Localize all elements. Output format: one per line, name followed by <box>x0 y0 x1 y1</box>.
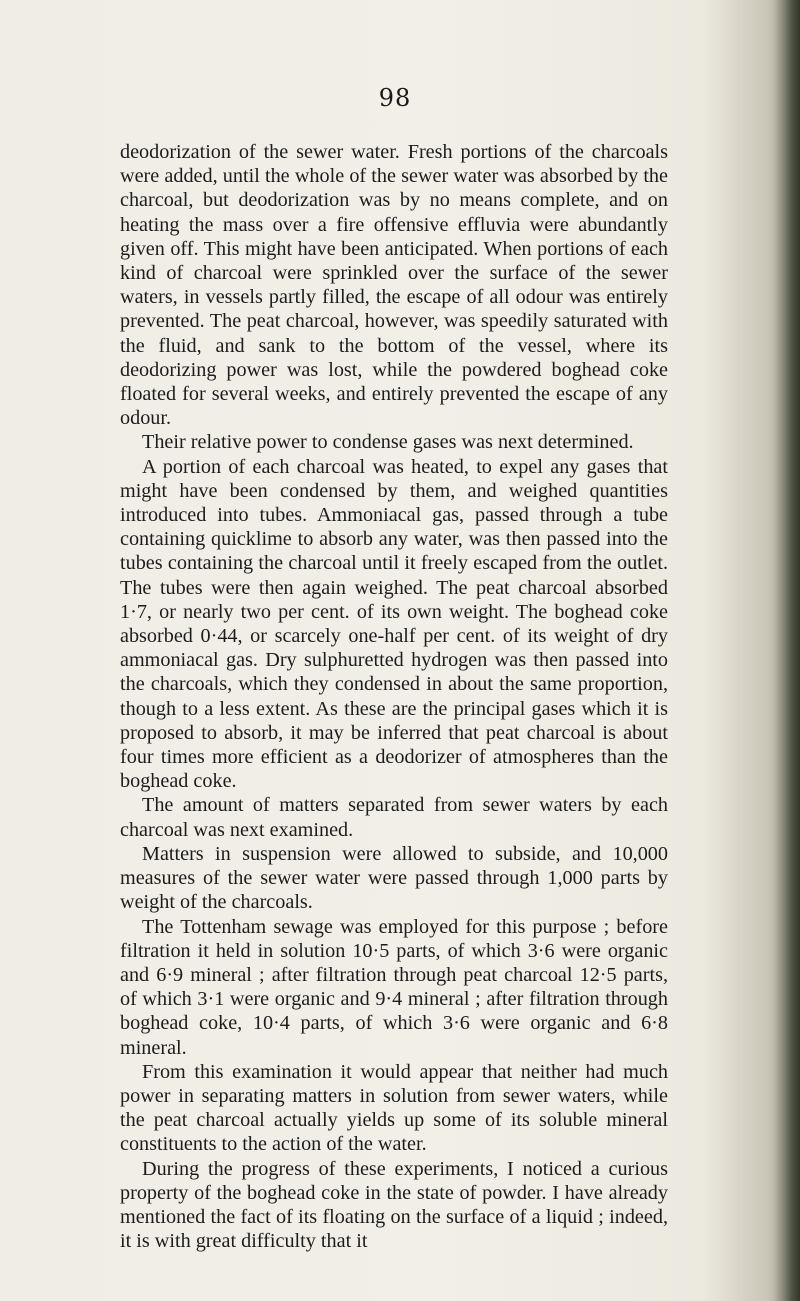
paragraph-6: The Tottenham sewage was employed for this purpose ; before filtration it held in solution 10·5 parts, of which 3·6 were organic and 6·9 mineral ; after filtration through peat charcoal 12·5 parts, of which 3·1 were organic and 9·4 mineral ; after filtration through boghead coke, 10·4 parts, of which 3·6 were organic and 6·8 mineral. <box>120 915 668 1059</box>
paragraph-2: Their relative power to condense gases was next determined. <box>142 431 634 454</box>
paragraph-7: From this examination it would appear that neither had much power in separating matters in solution from sewer waters, while the peat charcoal actually yields up some of its soluble mineral constituents to the action of the water. <box>120 1060 668 1156</box>
paragraph-5: Matters in suspension were allowed to subside, and 10,000 measures of the sewer water were passed through 1,000 parts by weight of the charcoals. <box>120 842 668 914</box>
paragraph-3: A portion of each charcoal was heated, to expel any gases that might have been condensed by them, and weighed quantities introduced into tubes. Ammoniacal gas, passed through a tube containing quicklime to absorb any water, was then passed into the tubes containing the charcoal until it freely escaped from the outlet. The tubes were then again weighed. The peat charcoal absorbed 1·7, or nearly two per cent. of its own weight. The boghead coke absorbed 0·44, or scarcely one-half per cent. of its weight of dry ammoniacal gas. Dry sulphuretted hydrogen was then passed into the charcoals, which they condensed in about the same proportion, though to a less extent. As these are the principal gases which it is proposed to absorb, it may be inferred that peat charcoal is about four times more efficient as a deodorizer of atmospheres than the boghead coke. <box>120 455 668 793</box>
page-number: 98 <box>378 84 412 112</box>
body-text <box>120 140 668 1253</box>
paragraph-1: deodorization of the sewer water. Fresh portions of the charcoals were added, until the whole of the sewer water was absorbed by the charcoal, but deodorization was by no means complete, and on heating the mass over a fire offensive effluvia were abundantly given off. This might have been anticipated. When portions of each kind of charcoal were sprinkled over the surface of the sewer waters, in vessels partly filled, the escape of all odour was entirely prevented. The peat charcoal, however, was speedily saturated with the fluid, and sank to the bottom of the vessel, where its deodorizing power was lost, while the powdered boghead coke floated for several weeks, and entirely prevented the escape of any odour. <box>120 141 668 430</box>
paragraph-8: During the progress of these experiments, I noticed a curious property of the boghead coke in the state of powder. I have already mentioned the fact of its floating on the surface of a liquid ; indeed, it is with great difficulty that it <box>120 1157 668 1253</box>
page-edge-shadow <box>774 0 800 1301</box>
paragraph-4: The amount of matters separated from sewer waters by each charcoal was next examined. <box>120 794 668 841</box>
